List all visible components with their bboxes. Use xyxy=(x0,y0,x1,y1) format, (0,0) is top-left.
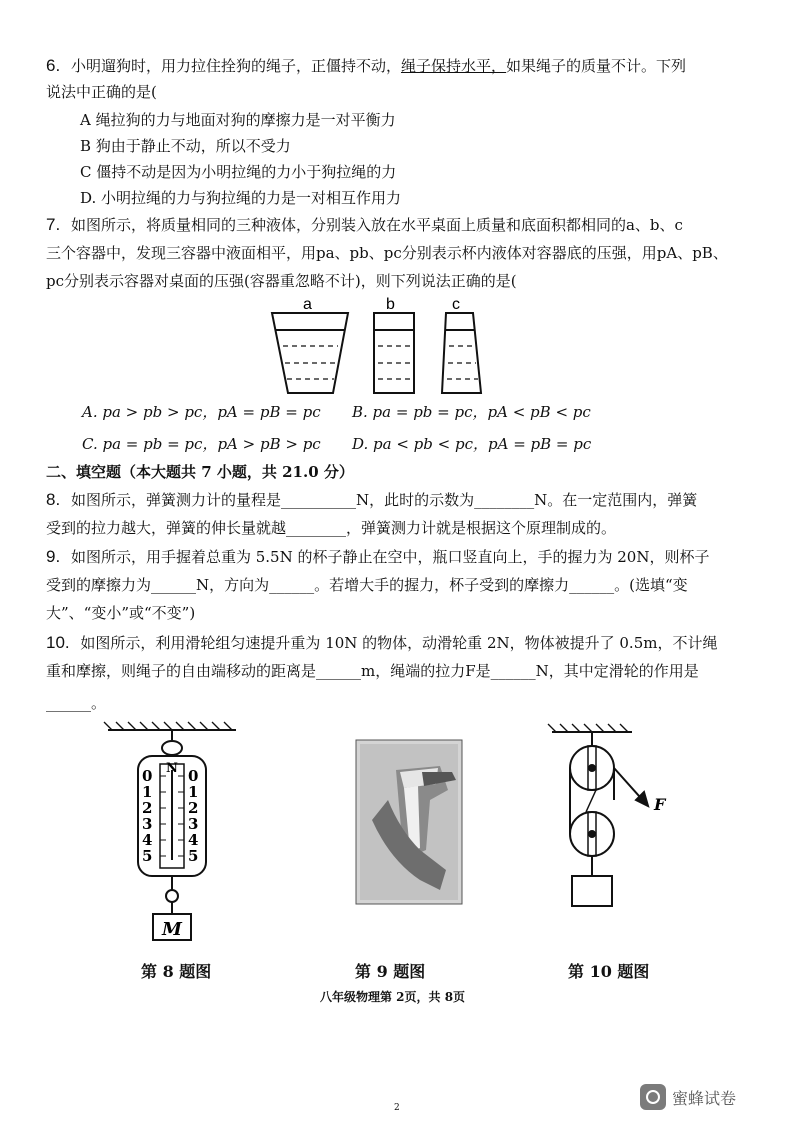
fig10-force-label: F xyxy=(654,795,666,814)
q10-line2: 重和摩擦，则绳子的自由端移动的距离是______m，绳端的拉力F是______N，其中定滑轮的作用是 xyxy=(46,662,699,680)
fig8-scale-left xyxy=(142,767,152,865)
fig9-caption: 第 9 题图 xyxy=(355,962,426,981)
q7-option-d: D. pa < pb < pc，pA = pB = pc xyxy=(352,435,592,453)
q6-line2: 说法中正确的是( xyxy=(46,83,157,101)
q7-line2: 三个容器中，发现三容器中液面相平，用pa、pb、pc分别表示杯内液体对容器底的压强，用pA、pB、 xyxy=(46,244,728,262)
svg-text:3: 3 xyxy=(188,815,199,833)
section2-title: 二、填空题（本大题共 7 小题，共 21.0 分） xyxy=(46,463,354,481)
svg-text:5: 5 xyxy=(142,847,153,865)
fig8-mass-label: M xyxy=(162,919,182,940)
q8-line1-text: 如图所示，弹簧测力计的量程是__________N，此时的示数为________N。在一定范围内，弹簧 xyxy=(70,491,698,509)
q6-option-a: A 绳拉狗的力与地面对狗的摩擦力是一对平衡力 xyxy=(80,111,396,129)
fig8-scale-right xyxy=(188,767,198,865)
q9-line3: 大”、“变小”或“不变”) xyxy=(46,604,196,622)
fig8-unit: N xyxy=(166,761,178,776)
svg-text:1: 1 xyxy=(188,783,199,801)
q7-option-b: B. pa = pb = pc，pA < pB < pc xyxy=(352,403,591,421)
svg-text:0: 0 xyxy=(142,767,153,785)
watermark-text: 蜜蜂试卷 xyxy=(672,1090,737,1108)
container-c-label: c xyxy=(452,296,460,313)
bee-logo-icon xyxy=(640,1084,666,1110)
q6-number: 6. xyxy=(46,56,61,75)
q6-stem-underlined: 绳子保持水平， xyxy=(400,57,506,75)
svg-text:0: 0 xyxy=(188,767,199,785)
q10-line3: ______。 xyxy=(46,694,107,712)
page-footer: 八年级物理第 2页，共 8页 xyxy=(320,990,466,1004)
q10-line1-text: 如图所示，利用滑轮组匀速提升重为 10N 的物体，动滑轮重 2N，物体被提升了 0.5m，不计绳 xyxy=(80,634,718,652)
q9-line1-text: 如图所示，用手握着总重为 5.5N 的杯子静止在空中，瓶口竖直向上，手的握力为 20N，则杯子 xyxy=(70,548,710,566)
q9-line2: 受到的摩擦力为______N，方向为______。若增大手的握力，杯子受到的摩擦力______。(选填“变 xyxy=(46,576,688,594)
svg-text:4: 4 xyxy=(188,831,199,849)
fig8-spring-balance xyxy=(104,722,236,940)
svg-text:2: 2 xyxy=(188,799,199,817)
q7-number: 7. xyxy=(46,215,61,234)
container-a-label: a xyxy=(303,296,312,313)
q7-line1-text: 如图所示，将质量相同的三种液体，分别装入放在水平桌面上质量和底面积都相同的a、b、c xyxy=(70,216,683,234)
q9-number: 9. xyxy=(46,547,61,566)
fig8-caption: 第 8 题图 xyxy=(141,962,212,981)
container-b-label: b xyxy=(386,296,395,313)
fig10-pulley-system xyxy=(548,724,648,906)
q7-option-c: C. pa = pb = pc，pA > pB > pc xyxy=(82,435,321,453)
svg-text:1: 1 xyxy=(142,783,153,801)
q8-line2: 受到的拉力越大，弹簧的伸长量就越________，弹簧测力计就是根据这个原理制成的。 xyxy=(46,519,617,537)
svg-text:2: 2 xyxy=(142,799,153,817)
q7-option-a: A. pa > pb > pc，pA = pB = pc xyxy=(82,403,321,421)
fig9-hand-cup-photo xyxy=(356,740,462,904)
q6-stem-part2: 如果绳子的质量不计。下列 xyxy=(506,57,687,75)
svg-text:5: 5 xyxy=(188,847,199,865)
q6-option-d: D. 小明拉绳的力与狗拉绳的力是一对相互作用力 xyxy=(80,189,402,207)
q6-stem-part1: 小明遛狗时，用力拉住拴狗的绳子，正僵持不动， xyxy=(70,57,401,75)
q7-line3: pc分别表示容器对桌面的压强(容器重忽略不计)，则下列说法正确的是( xyxy=(46,272,517,290)
watermark xyxy=(640,1084,736,1110)
q6-option-c: C 僵持不动是因为小明拉绳的力小于狗拉绳的力 xyxy=(80,163,397,181)
fig10-caption: 第 10 题图 xyxy=(568,962,650,981)
q6-option-b: B 狗由于静止不动，所以不受力 xyxy=(80,137,291,155)
svg-text:4: 4 xyxy=(142,831,153,849)
page-number: 2 xyxy=(394,1103,400,1113)
svg-text:3: 3 xyxy=(142,815,153,833)
q8-number: 8. xyxy=(46,490,61,509)
q10-number: 10. xyxy=(46,633,70,652)
